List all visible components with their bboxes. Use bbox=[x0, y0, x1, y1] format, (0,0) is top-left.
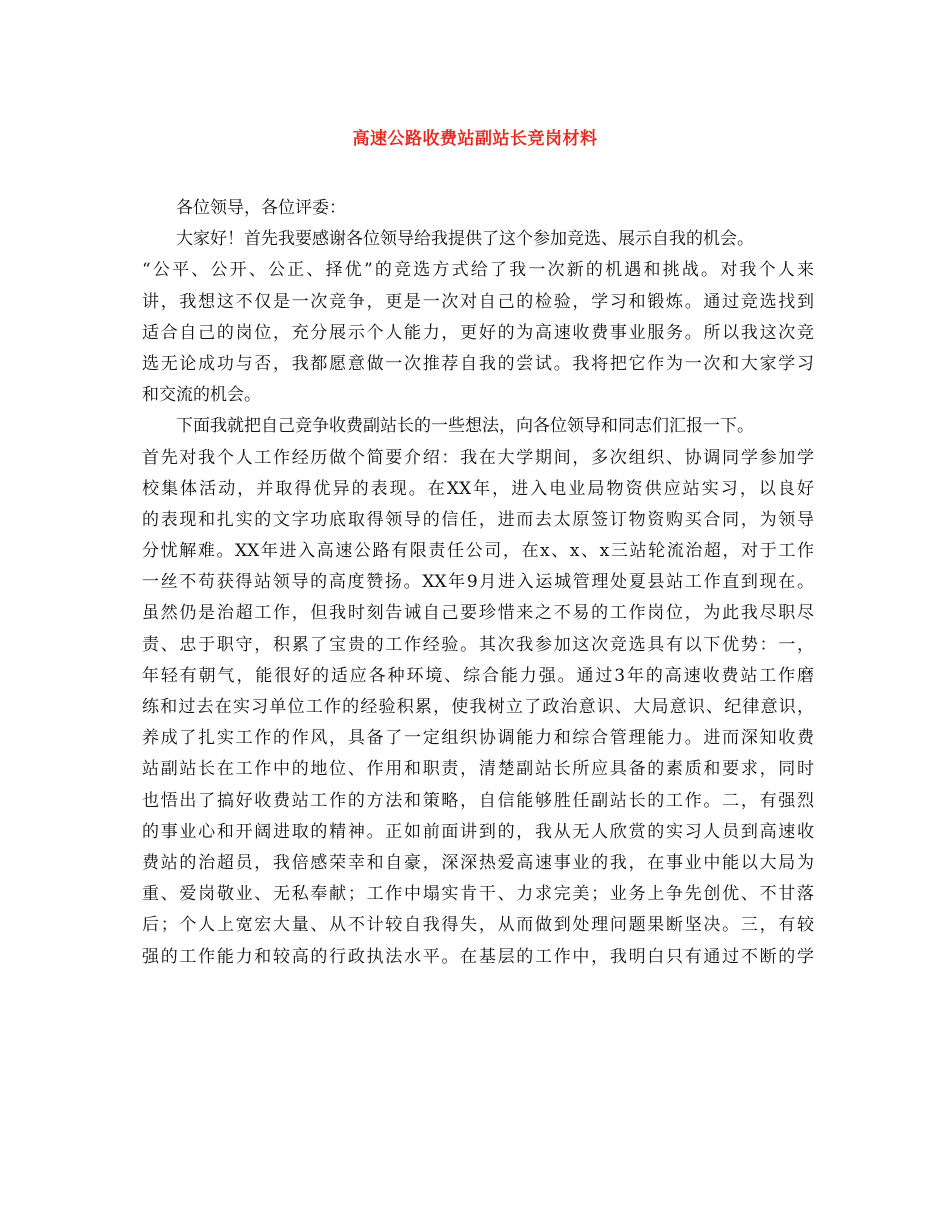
paragraph-line: 养成了扎实工作的作风，具备了一定组织协调能力和综合管理能力。进而深知收费 bbox=[142, 728, 814, 749]
document-title: 高速公路收费站副站长竞岗材料 bbox=[352, 129, 598, 149]
paragraph-line: “公平、公开、公正、择优”的竞选方式给了我一次新的机遇和挑战。对我个人来 bbox=[142, 260, 814, 281]
paragraph-line: 也悟出了搞好收费站工作的方法和策略，自信能够胜任副站长的工作。二，有强烈 bbox=[142, 790, 814, 811]
paragraph-line: 站副站长在工作中的地位、作用和职责，清楚副站长所应具备的素质和要求，同时 bbox=[142, 759, 814, 780]
paragraph-line: 强的工作能力和较高的行政执法水平。在基层的工作中，我明白只有通过不断的学 bbox=[142, 946, 814, 967]
paragraph-line: 校集体活动，并取得优异的表现。在XX年，进入电业局物资供应站实习，以良好 bbox=[142, 478, 814, 499]
paragraph-line: 适合自己的岗位，充分展示个人能力，更好的为高速收费事业服务。所以我这次竞 bbox=[142, 322, 814, 343]
paragraph-line: 后；个人上宽宏大量、从不计较自我得失，从而做到处理问题果断坚决。三，有较 bbox=[142, 915, 814, 936]
paragraph-line: 大家好！首先我要感谢各位领导给我提供了这个参加竞选、展示自我的机会。 bbox=[176, 229, 754, 250]
paragraph-line: 的事业心和开阔进取的精神。正如前面讲到的，我从无人欣赏的实习人员到高速收 bbox=[142, 821, 814, 842]
salutation-line: 各位领导，各位评委： bbox=[176, 198, 346, 218]
paragraph-line: 一丝不苟获得站领导的高度赞扬。XX年9月进入运城管理处夏县站工作直到现在。 bbox=[142, 572, 814, 593]
paragraph-line: 的表现和扎实的文字功底取得领导的信任，进而去太原签订物资购买合同，为领导 bbox=[142, 509, 814, 530]
paragraph-line: 练和过去在实习单位工作的经验积累，使我树立了政治意识、大局意识、纪律意识， bbox=[142, 697, 814, 717]
paragraph-line: 费站的治超员，我倍感荣幸和自豪，深深热爱高速事业的我，在事业中能以大局为 bbox=[142, 852, 814, 873]
paragraph-line: 重、爱岗敬业、无私奉献；工作中塌实肯干、力求完美；业务上争先创优、不甘落 bbox=[142, 884, 814, 905]
paragraph-line: 责、忠于职守，积累了宝贵的工作经验。其次我参加这次竞选具有以下优势：一， bbox=[142, 634, 814, 655]
paragraph-line: 选无论成功与否，我都愿意做一次推荐自我的尝试。我将把它作为一次和大家学习 bbox=[142, 353, 814, 374]
document-body bbox=[142, 193, 814, 973]
paragraph-line: 首先对我个人工作经历做个简要介绍：我在大学期间，多次组织、协调同学参加学 bbox=[142, 447, 814, 468]
paragraph-line: 虽然仍是治超工作，但我时刻告诫自己要珍惜来之不易的工作岗位，为此我尽职尽 bbox=[142, 603, 814, 624]
paragraph-line: 讲，我想这不仅是一次竞争，更是一次对自己的检验，学习和锻炼。通过竞选找到 bbox=[142, 291, 814, 312]
paragraph-line: 下面我就把自己竞争收费副站长的一些想法，向各位领导和同志们汇报一下。 bbox=[176, 416, 754, 437]
paragraph-line: 和交流的机会。 bbox=[142, 385, 261, 406]
paragraph-line: 分忧解难。XX年进入高速公路有限责任公司，在x、x、x三站轮流治超，对于工作 bbox=[142, 541, 814, 562]
paragraph-line: 年轻有朝气，能很好的适应各种环境、综合能力强。通过3年的高速收费站工作磨 bbox=[142, 665, 814, 686]
